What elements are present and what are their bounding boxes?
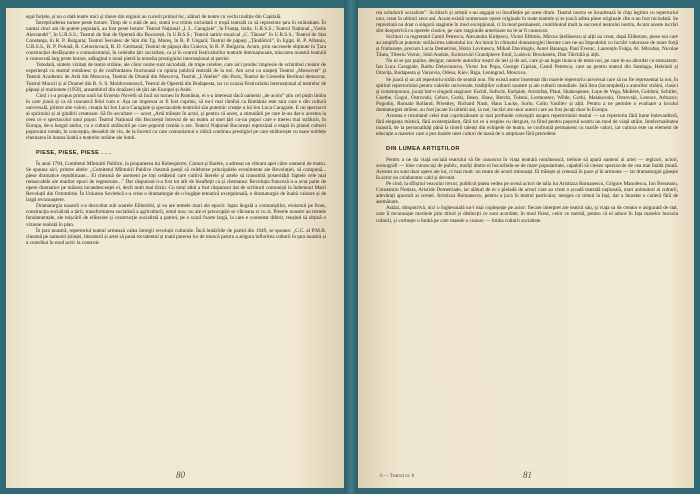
paragraph: Nu ni se par puține, desigur, numele autorilor noștri de ieri și de azi, care și-au legat munca de teme noi, pe care le-au abordat cu entuziasm: Ion Luca Caragiale, Barbu Delavrancea, Victor Ion Popa, George Ciprian, Camil Petrescu, care au pentru teatrul din Santiago, Helsinki și Oravița, Budapesta și Varșovia, Odesa, Kiev, Riga, Leningrad, Moscova. bbox=[376, 58, 678, 77]
paragraph: Pe cind, la sfîrșitul veacului trecut, publicul putea vedea pe scenă actori de talia lui Aristizza Romanescu, Grigore Manolescu, Ion Brezeanu, Constantin Nottara, Aristide Demetriade, iar alături de ei o pleiadă de actori care au creat o școală teatrală națională, mari animatori ai culturii, adevărați apostoli ai scenei. Aristizza Romanescu, pentru a juca în teatrul particular, mergea cu trenul la Iași, dar a înnodat o carieră fără de asemănare. bbox=[376, 181, 678, 206]
paragraph: În țara noastră, repertoriul teatral urmează calea întregii revoluții culturale. Încă hotărîrile de partid din 1949, se spunea: „C.C. al P.M.R. cheamă pe oamenii științei, literaturii și artei să pună tot talentul și toată puterea lor de muncă pentru a asigura înflorirea culturii în țara noastră și a contribui în mod activ la construi- bbox=[26, 227, 326, 246]
right-page bbox=[358, 8, 694, 488]
page-number: 80 bbox=[176, 470, 185, 480]
page-number: 81 bbox=[523, 470, 532, 480]
left-page bbox=[6, 8, 344, 488]
book-gutter bbox=[344, 0, 358, 494]
running-footer: 6 — Teatrul nr. 8 bbox=[380, 474, 415, 479]
paragraph: Dramaturgia noastră s-a dezvoltat sub soarele Eliberării, și ea are temele mari ale epocii: lupta ilegală a comuniștilor, eroismul pe front, construcția socialistă a țării, transformarea socialistă a agriculturii, omul nou; nu ale ei preocupări se vîlceaua zi cu zi. Piesele noastre au temele fundamentale, ale mișcării de eliberare și construcție socialistă a patriei, pe o scară foarte largă, la care e comentat diferit, reușind să obțină o viziune realistă în plan. bbox=[26, 203, 326, 228]
paragraph: Scriitori ca regretatul Camil Petrescu, Alexandru Kirițescu, Victor Eftimiu, Mircea Ștefănescu și alții au creat, după Eliberare, piese noi care au amplificat puternic strălucirea talentului lor. Au intrat în climatul dramaturgiei literare care ne-au împodobit cu lucrări valoroase de mare forță și frumusețe, precum Lucia Demetrius, Horia Lovinescu, Mihail Davidoglu, Aurel Baranga, Paul Everac, Laurențiu Fulga, Al. Mirodan, Nicolae Tăutu, Tiberiu Vornic, Sütő András, Kolozsvári Grandpierre Emil, Ludovic Bruckstein, Dan Tărchilă și alții. bbox=[376, 34, 678, 59]
paragraph: Cind i s-a propus prima oară lui Ernesto Novelli să facă un turneu în România, ei s-a interesat dacă oamenii „de acolo” știu cel puțin limba în care joacă și ca să cunoască felul cum e. Așa un impresar ar fi fost cuprins, să nu-l mai rămînă ca România este tara care e din cultură universală, printre alte valori, creația lui Ion Luca Caragiale și spectacolele teatrului său puternic creație a lui Ion Luca Caragiale. E un spectacol al spiritului și al gindirii creatoare. Să fie ascultare — acest „Artă trăiește în actul, și pentru că acest, a stimulării pe care le-au dat-o acestea la ceea ce e spectacolul unui popor. Teatrul Național din București întrecut de un teatru al unei țări cu-un popor care e mereu mai strălucit, în Europa, de-a lungul anilor, cu o cultură strălucită pe care poporul român o are. Teatrul Național București reprezintă o etapă în planul culturii poporului român, în concepția, deosebit de viu, de la încetul cu care comunismul o ridică continuu prestigiul pe care strălucește cu mare noblețe chemarea în lumea înaltă a teatrelor străine ale lumii. bbox=[26, 92, 326, 141]
section-heading: PIESE, PIESE, PIESE . . . bbox=[36, 149, 111, 156]
paragraph: În anul 1794, Comitetul Mîntuirii Publice, la propunerea lui Robespierre, Carnot și Barère, a adresat un vibrant apel către oamenii de teatru. Se spunea aici, printre altele: „Comitetul Mîntuirii Publice cheamă poeții să celebreze principalele evenimente ale Revoluției, să compună... piese dramatice republicane... El cheamă de asemeni pe toți cetățenii care cultivă literele și artele să transmită posterității faptele cele mai remarcabile ale marilor epoci de regenerare...” Dar răspunsul n-a fost tot atît de însuflețit ca și chemarea: Revoluția franceză n-a avut parte de opere dramatice pe măsura incandescenței ei, decît mult mai tîrziu. Cu totul altul a fost răspunsul dat de scriitorii comuniști la îndemnul Marii Revoluții din Octombrie. În Uniunea Sovietică s-a creat o dramaturgie de o bogăție tematică excepțională, o dramaturgie de înaltă valoare și de largă recunoaștere. bbox=[26, 161, 326, 204]
paragraph: rea orînduirii socialiste”. Scriitorii și artiștii s-au angajat cu însuflețire pe acest drum. Teatrul nostru se încadrează în chip legitim cu repertoriul nou, creat în ultimii zece ani. Acum există numeroase opere originale în toate teatrele și se joacă atîtea piese originale cîte n-au fost niciodată. Se reprezintă nu doar o singură stagiune în mod excepțional, ci în mod permanent, contribuind mult la succesul teatrului nostru. Acum aceste lucrări sînt deopotrivă cu operele clasice, pe care stagiunile anterioare nu le-ar fi cunoscut. bbox=[376, 10, 678, 35]
left-text-column bbox=[26, 14, 326, 246]
paragraph: Pentru a ne da viață socială teatrului să fie cunoscut în viața teatrală românească, trebuie să apară oameni ai artei — regizori, actori, scenografi — bine cunoscuți de public, muliți dintre ei bucurîndu-se de mare popularitate, capabili să creeze spectacole de cea mai înaltă ținută. Acestea nu sunt doar opere ale lor, ci mai mult: un neam de actori minunați. El trăiește și creează în pace și în armonie — iar dramaturgul găsește în actor un colaborator cald și devotat. bbox=[376, 157, 678, 182]
paragraph: egal forțele, și nu o dată teatre mici și tinere din regiuni au cucerit primul loc, alături de teatre cu vechi tradiție din Capitală. bbox=[26, 14, 282, 20]
paragraph: Astăzi, dimpotrivă, nici o înghesuială nu-l mai copleșește pe actor: fiecare interpret are teatrul său, și viața sa de creator e asigurată de stat, care îi recunoaște meritele prin titluri și distincții ce sunt acordate, în mod firesc, celor ce merită, pentru că el aduce în fața maselor bucuria culturii, și vorbește o limbă pe care masele o cunosc — limba culturii socialiste. bbox=[376, 205, 678, 224]
paragraph: Totodată, sintem vizitați de teatre străine, ale căror nume sunt niciodată, de trupe celebre, care aici produc impresie de schimbul creator de experiență cu teatrul românesc și de confruntarea fructuoasă cu opinia publică teatrală de la noi. Am avut ca oaspeți Teatrul „Mossovet” și Teatrul Academic de Artă din Moscova, Teatrul de Dramă din Moscova, Teatrul „L'Atelier” din Paris, Teatrul de Comedie Berlinul democrat, Teatrul Muncii și al Dramei din R. S. S. Moldovenească, Teatrul de Operetă din Budapesta, iar cu ocazia Festivalului internațional al teatrelor de păpuși și marionete (1958), ansamblurI din douăzeci de țări ale Europei și Asiei. bbox=[26, 62, 326, 93]
right-text-column bbox=[376, 10, 678, 224]
paragraph: Întreprinderea turnee peste hotare. Timp de o sută de ani, statul n-a trimis niciodată o trupă teatrală ca să reprezinte țara în străinătate. În numai cinci ani de putere populară, au fost peste hotare: Teatrul Național „I. L. Caragiale”, în Franța, Italia, U.R.S.S.; Teatrul Național „Vasile Alecsandri”, în U.R.S.S.; Teatrul de Stat de Operetă din București, în U.R.S.S.; Teatrul satiric-muzical „C. Tănase” în U.R.S.S.; Teatrul de Stat Constanța, în R. P. Bulgaria; Teatrul Secuiesc de Stat din Tg. Mureș, în R. P. Ungară; Teatrul de păpuși „Țăndărică”, în Egipt, R. P. Albania, U.R.S.S., R. P. Polonă, R. Cehoslovacă, R. D. Germană; Teatrul de păpuși din Craiova, în R. P. Bulgaria. Acum, prin succesele obținute în Țara construcției desfășurate a comunismului, în celelalte țări socialiste, ca și în centrul festivalurilor teatrale internaționale, miscarea noastră teatrală e cunoscută larg peste hotare, adăugind o nouă pietră la temelia prestigiului internațional al patriei. bbox=[26, 20, 326, 63]
paragraph: Se joacă și un alt repertoriu străin de seamă nou. Nu există autor însemnat din marele repertoriu universal care să nu fie reprezentat la noi, în spiritul repertoriului pentru valorile universale, tradițiilor culturii noastre și ale culturii mondiale. Iată lista (incompletă) a autorilor străini, clasici și contemporani, jucați într-o singură stagiune: Eschil, Sofocle, Euripide, Aristofan, Plaut, Shakespeare, Lope de Vega, Molière, Goldoni, Schiller, Goethe, Gogol, Ostrovski, Cehov, Gorki, Ibsen, Shaw, Brecht, Tolstoi, Lermontov, Wilde, Gorki, Maiakovski, Ostrovski, Leonov, Arbuzov, Pogodin, Romain Rolland, Priestley, Richard Nash, Hans Lucke, Sorin, Colin Vasiliev și alții. Pentru a ne permite o evaluare a locului dramaturgiei străine, au fost jucate în ultimii ani, la noi, lucrări ale unor autori care au fost jucați doar în Europa. bbox=[376, 76, 678, 113]
section-heading: DIN LUMEA ARTIȘTILOR bbox=[386, 145, 460, 152]
paragraph: Aceasta e rezultatul celei mai cuprinzătoare și mai profunde concepții asupra repertoriului teatral — un repertoriu fără lume bulevardieră, fără eleganța mistică, fără existențialism, fără tot ce a respins cu dezgust, ca fiind pentru poporul nostru un mod de viață străin. Intelectualitatea noastră, de la personalități până la tinerii talenți din echipele de teatru, se confruntă permanent cu marile valori, iar cultura este un element de educație a maselor care a pus bazele unei culturi de masă de o amploare fără precedent. bbox=[376, 112, 678, 137]
